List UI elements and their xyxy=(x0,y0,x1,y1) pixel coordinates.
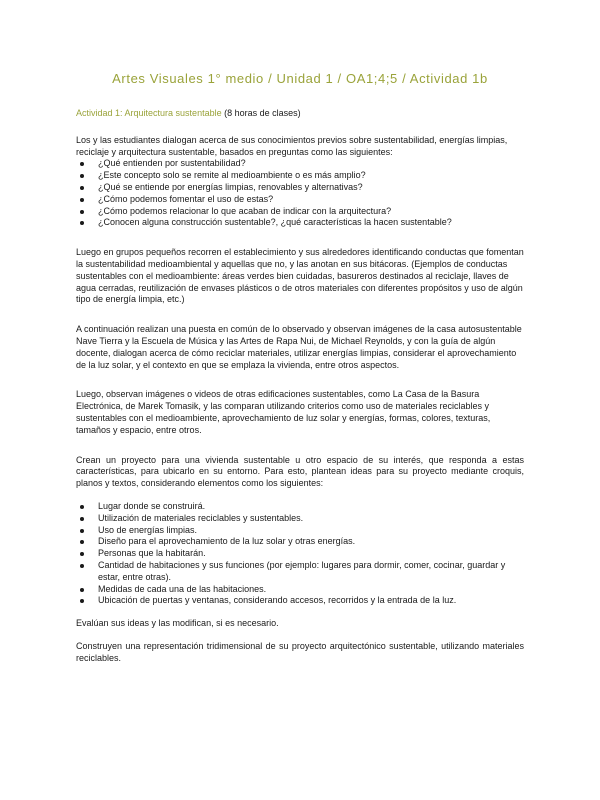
list-item: Cantidad de habitaciones y sus funciones (por ejemplo: lugares para dormir, comer, cocinar, guardar y estar, entre otras). xyxy=(76,560,524,584)
document-body xyxy=(76,108,524,675)
page-header: Artes Visuales 1° medio / Unidad 1 / OA1;4;5 / Actividad 1b xyxy=(112,71,488,86)
list-item: Utilización de materiales reciclables y sustentables. xyxy=(76,513,524,525)
evaluate-paragraph: Evalúan sus ideas y las modifican, si es necesario. xyxy=(76,618,279,629)
list-item: Ubicación de puertas y ventanas, considerando accesos, recorridos y la entrada de la luz. xyxy=(76,595,524,607)
groups-paragraph: Luego en grupos pequeños recorren el establecimiento y sus alrededores identificando conductas que fomentan la sustentabilidad medioambiental y aquellas que no, y las anotan en sus bitácoras. (Ejemplos de conductas sustentables con el medioambiente: áreas verdes bien cuidadas, basureros destinados al reciclaje, llaves de agua cerradas, reutilización de envases plásticos o de otros materiales con diferentes propósitos y uso de algún tipo de energía limpia, etc.) xyxy=(76,247,524,305)
list-item: ¿Cómo podemos fomentar el uso de estas? xyxy=(76,194,524,206)
activity-label: Actividad 1: Arquitectura sustentable xyxy=(76,108,222,118)
list-item: Uso de energías limpias. xyxy=(76,525,524,537)
elements-list xyxy=(76,501,524,607)
images-paragraph: A continuación realizan una puesta en común de lo observado y observan imágenes de la casa autosustentable Nave Tierra y la Escuela de Música y las Artes de Rapa Nui, de Michael Reynolds, y con la guía de algún docente, dialogan acerca de cómo reciclar materiales, utilizar energías limpias, considerar el aprovechamiento de la luz solar, y el contexto en que se emplaza la vivienda, entre otros aspectos. xyxy=(76,324,522,370)
questions-list xyxy=(76,158,524,229)
list-item: ¿Conocen alguna construcción sustentable?, ¿qué características la hacen sustentable? xyxy=(76,217,524,229)
list-item: Personas que la habitarán. xyxy=(76,548,524,560)
videos-paragraph: Luego, observan imágenes o videos de otras edificaciones sustentables, como La Casa de la Basura Electrónica, de Marek Tomasik, y las comparan utilizando criterios como uso de materiales reciclables y sustentables con el medioambiente, aprovechamiento de luz solar y energías, formas, colores, texturas, tamaños y espacio, entre otros. xyxy=(76,389,491,435)
list-item: ¿Qué entienden por sustentabilidad? xyxy=(76,158,524,170)
list-item: Lugar donde se construirá. xyxy=(76,501,524,513)
list-item: ¿Qué se entiende por energías limpias, renovables y alternativas? xyxy=(76,182,524,194)
intro-paragraph: Los y las estudiantes dialogan acerca de sus conocimientos previos sobre sustentabilidad, energías limpias, reciclaje y arquitectura sustentable, basados en preguntas como las siguientes: xyxy=(76,134,508,157)
activity-duration: (8 horas de clases) xyxy=(221,108,301,118)
build-paragraph: Construyen una representación tridimensional de su proyecto arquitectónico sustentable, utilizando materiales reciclables. xyxy=(76,640,524,663)
project-paragraph: Crean un proyecto para una vivienda sustentable u otro espacio de su interés, que responda a estas características, para ubicarlo en su entorno. Para esto, plantean ideas para su proyecto mediante croquis, planos y textos, considerando elementos como los siguientes: xyxy=(76,454,524,489)
list-item: ¿Este concepto solo se remite al medioambiente o es más amplio? xyxy=(76,170,524,182)
activity-heading xyxy=(76,108,524,120)
list-item: Diseño para el aprovechamiento de la luz solar y otras energías. xyxy=(76,536,524,548)
list-item: ¿Cómo podemos relacionar lo que acaban de indicar con la arquitectura? xyxy=(76,206,524,218)
list-item: Medidas de cada una de las habitaciones. xyxy=(76,584,524,596)
